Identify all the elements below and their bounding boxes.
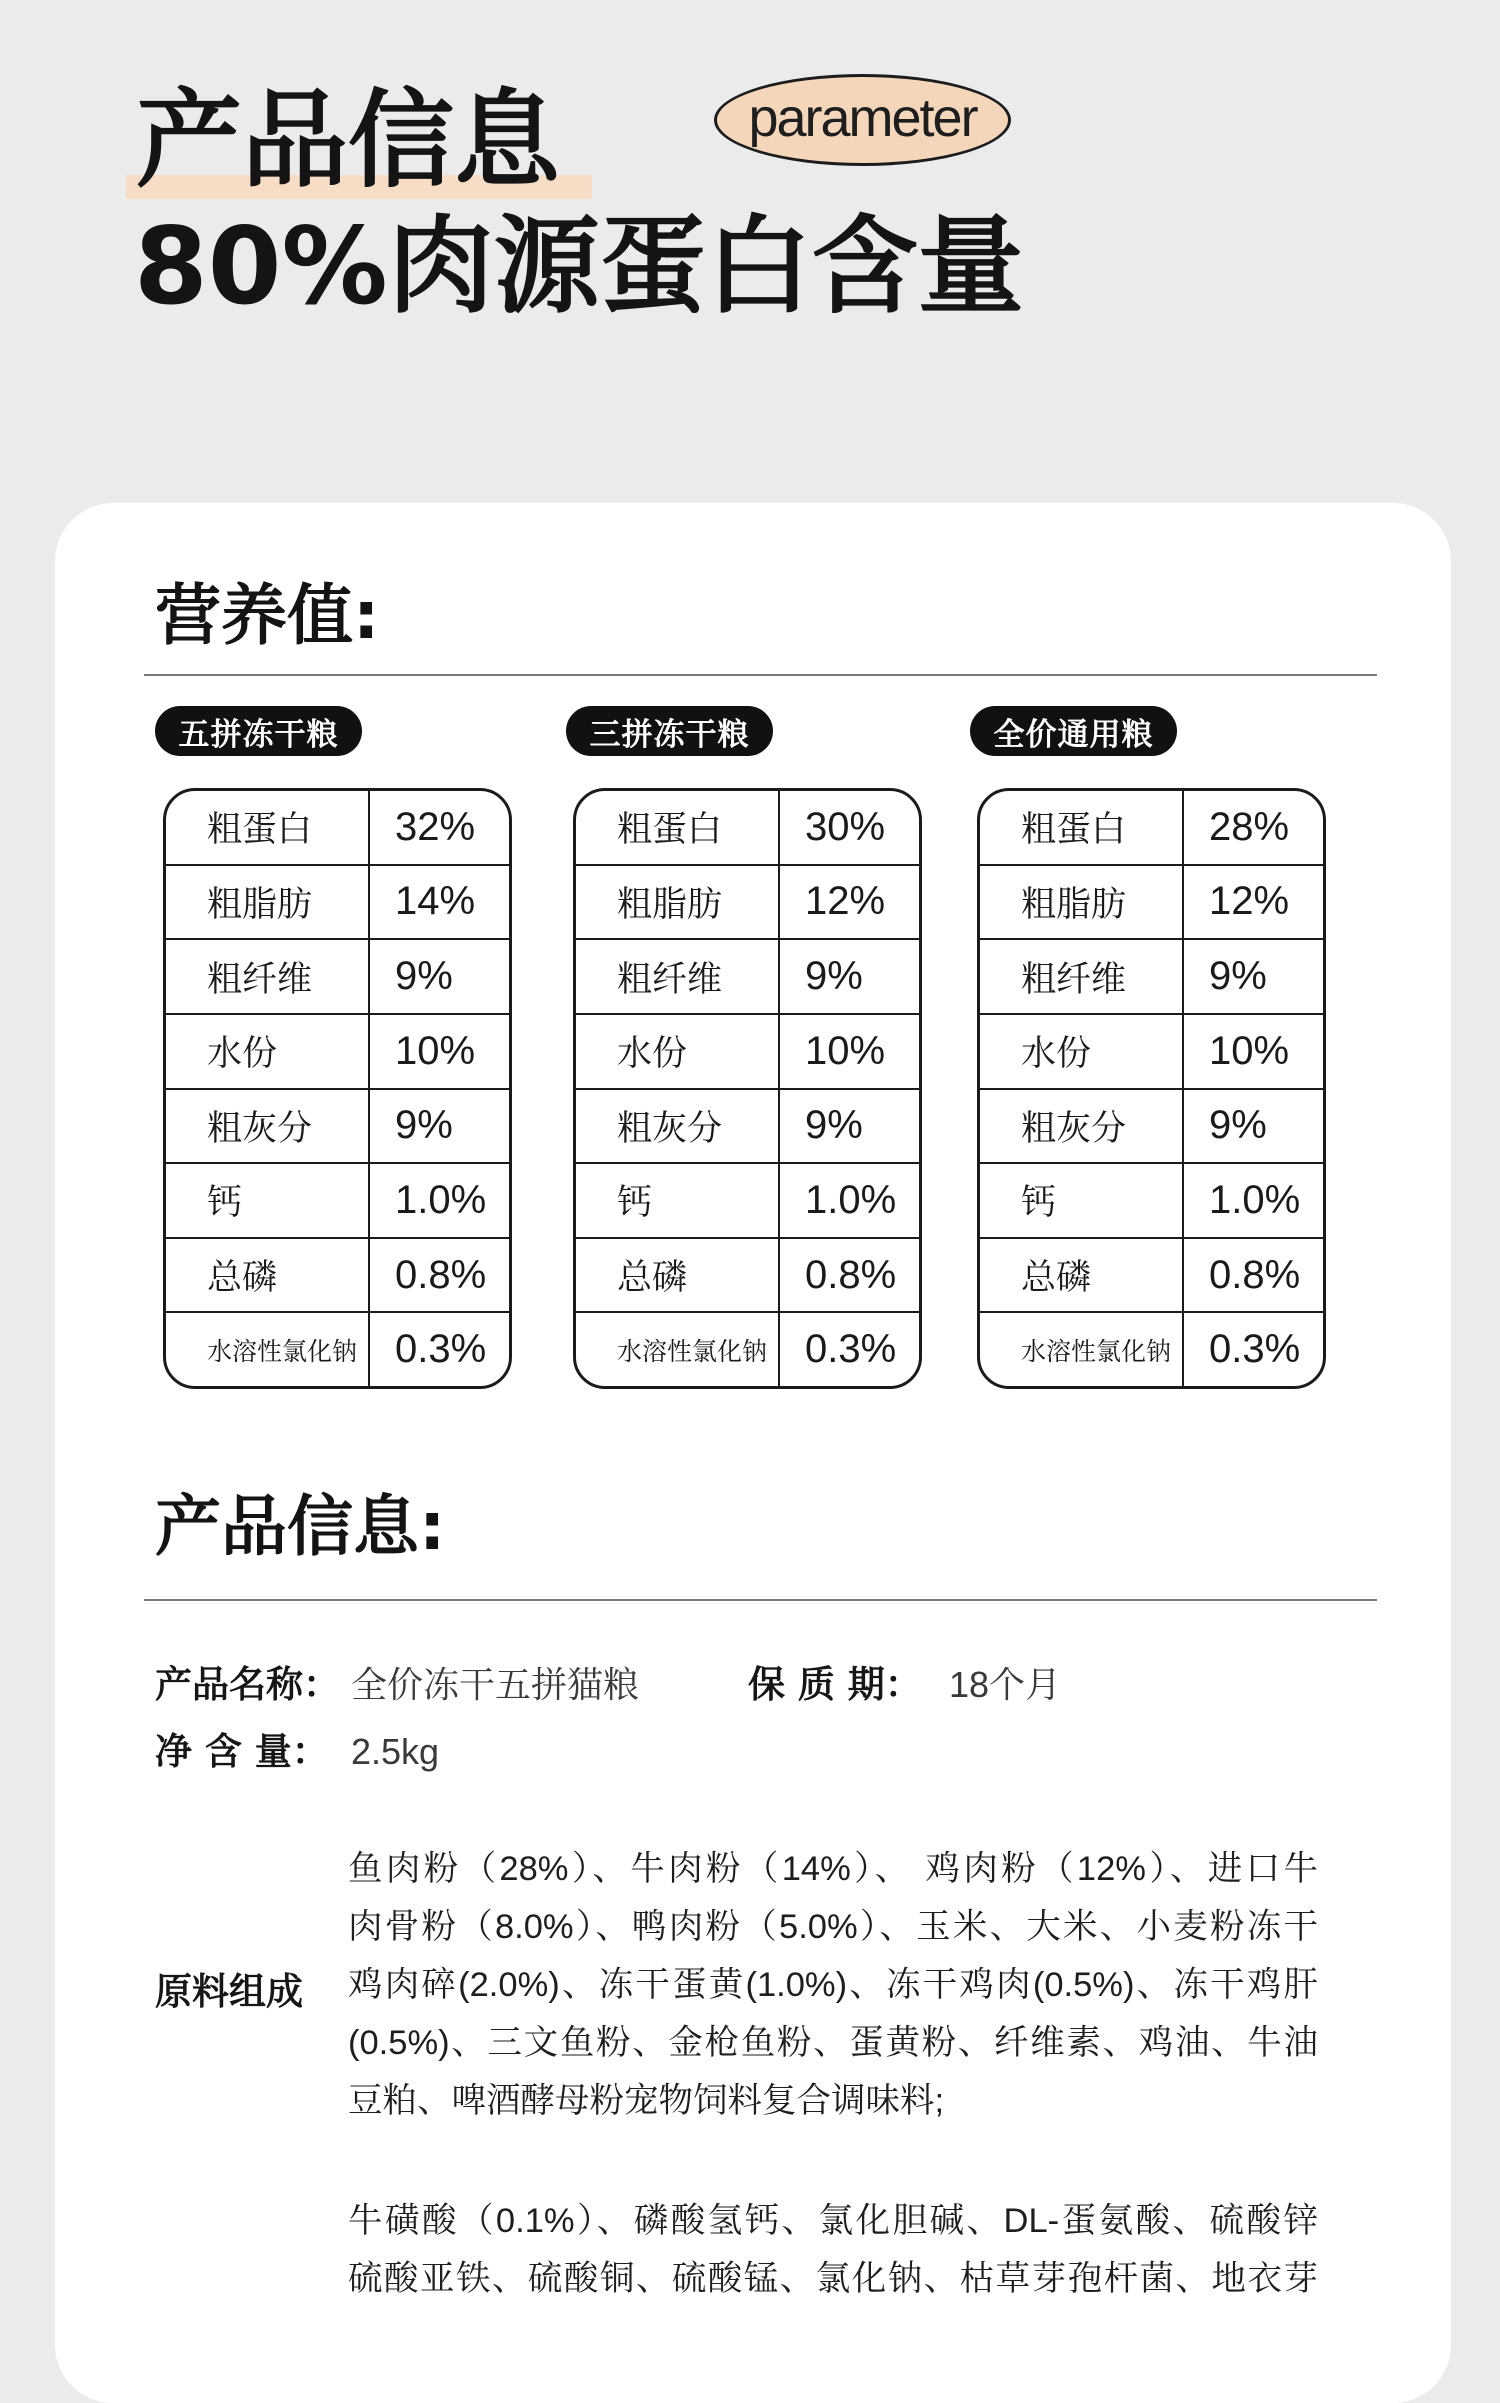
nutrient-row	[166, 1313, 509, 1386]
nutrient-value: 30%	[805, 804, 886, 849]
nutrient-name: 粗灰分	[980, 1090, 1184, 1163]
nutrient-name: 粗纤维	[576, 940, 780, 1013]
nutrient-value: 1.0%	[1209, 1177, 1301, 1222]
nutrient-name: 总磷	[166, 1239, 370, 1312]
table-tag-quanjia: 全价通用粮	[970, 706, 1177, 756]
nutrient-name: 粗蛋白	[576, 791, 780, 864]
nutrition-table-quanjia	[977, 788, 1326, 1389]
nutrient-row	[980, 940, 1323, 1015]
table-tag-sanpin: 三拼冻干粮	[566, 706, 773, 756]
nutrient-value: 10%	[1209, 1028, 1290, 1073]
parameter-badge: parameter	[714, 74, 1011, 166]
nutrient-row	[166, 791, 509, 866]
ingredients-line: 鱼肉粉（28%）、牛肉粉（14%）、 鸡肉粉（12%）、进口牛	[348, 1850, 1318, 1888]
nutrient-value: 9%	[1209, 1103, 1267, 1148]
page-subtitle: 80%肉源蛋白含量	[134, 205, 1024, 328]
nutrient-value: 0.3%	[395, 1327, 487, 1372]
nutrient-name: 水份	[166, 1015, 370, 1088]
nutrient-row	[980, 1015, 1323, 1090]
nutrient-value: 12%	[805, 879, 886, 924]
nutrient-name: 钙	[576, 1164, 780, 1237]
ingredients-paragraph	[348, 1840, 1318, 2130]
divider	[144, 1599, 1377, 1601]
additives-paragraph	[348, 2192, 1318, 2308]
ingredients-line: 豆粕、啤酒酵母粉宠物饲料复合调味料;	[348, 2082, 945, 2120]
nutrient-row	[576, 1164, 919, 1239]
nutrient-value: 9%	[1209, 954, 1267, 999]
nutrient-row	[576, 1015, 919, 1090]
nutrient-value: 28%	[1209, 804, 1290, 849]
nutrient-name: 水份	[576, 1015, 780, 1088]
nutrient-row	[576, 1090, 919, 1165]
nutrient-row	[980, 1239, 1323, 1314]
nutrient-row	[576, 866, 919, 941]
nutrient-value: 0.8%	[1209, 1252, 1301, 1297]
additives-line: 硫酸亚铁、硫酸铜、硫酸锰、氯化钠、枯草芽孢杆菌、地衣芽	[348, 2260, 1318, 2298]
nutrient-value: 9%	[805, 954, 863, 999]
nutrient-row	[166, 940, 509, 1015]
nutrition-heading: 营养值:	[155, 577, 380, 654]
nutrient-row	[576, 1313, 919, 1386]
nutrient-row	[166, 866, 509, 941]
nutrient-row	[980, 791, 1323, 866]
ingredients-label: 原料组成	[155, 1970, 303, 2013]
net-weight-label: 净 含 量：	[155, 1730, 329, 1773]
nutrient-name: 粗纤维	[980, 940, 1184, 1013]
nutrient-row	[980, 1164, 1323, 1239]
nutrient-row	[166, 1015, 509, 1090]
page-title: 产品信息	[136, 79, 560, 202]
nutrient-name: 粗纤维	[166, 940, 370, 1013]
ingredients-line: (0.5%)、三文鱼粉、金枪鱼粉、蛋黄粉、纤维素、鸡油、牛油	[348, 2024, 1318, 2062]
nutrient-value: 10%	[395, 1028, 476, 1073]
nutrient-name: 粗脂肪	[980, 866, 1184, 939]
nutrient-value: 1.0%	[805, 1177, 897, 1222]
nutrition-table-wupin	[163, 788, 512, 1389]
nutrient-value: 0.8%	[395, 1252, 487, 1297]
nutrient-row	[576, 1239, 919, 1314]
nutrient-name: 水溶性氯化钠	[166, 1313, 370, 1386]
shelf-life-label: 保 质 期：	[748, 1663, 922, 1706]
nutrient-value: 12%	[1209, 879, 1290, 924]
nutrition-table-sanpin	[573, 788, 922, 1389]
nutrient-name: 总磷	[576, 1239, 780, 1312]
nutrient-value: 0.3%	[1209, 1327, 1301, 1372]
nutrient-name: 水溶性氯化钠	[576, 1313, 780, 1386]
nutrient-value: 9%	[395, 1103, 453, 1148]
nutrient-value: 14%	[395, 879, 476, 924]
nutrient-row	[166, 1164, 509, 1239]
nutrient-name: 粗灰分	[166, 1090, 370, 1163]
product-name-label: 产品名称：	[155, 1663, 340, 1706]
nutrient-row	[980, 866, 1323, 941]
nutrient-name: 水溶性氯化钠	[980, 1313, 1184, 1386]
nutrient-row	[576, 940, 919, 1015]
net-weight-value: 2.5kg	[351, 1731, 440, 1772]
nutrient-value: 1.0%	[395, 1177, 487, 1222]
nutrient-name: 粗蛋白	[980, 791, 1184, 864]
nutrient-value: 0.8%	[805, 1252, 897, 1297]
nutrient-value: 0.3%	[805, 1327, 897, 1372]
nutrient-row	[166, 1090, 509, 1165]
nutrient-name: 总磷	[980, 1239, 1184, 1312]
info-card	[55, 503, 1451, 2403]
nutrient-name: 粗蛋白	[166, 791, 370, 864]
nutrient-name: 粗脂肪	[576, 866, 780, 939]
nutrient-value: 9%	[805, 1103, 863, 1148]
nutrient-value: 9%	[395, 954, 453, 999]
shelf-life-value: 18个月	[949, 1664, 1062, 1705]
nutrient-name: 钙	[980, 1164, 1184, 1237]
ingredients-line: 鸡肉碎(2.0%)、冻干蛋黄(1.0%)、冻干鸡肉(0.5%)、冻干鸡肝	[348, 1966, 1318, 2004]
divider	[144, 674, 1377, 676]
nutrient-row	[576, 791, 919, 866]
nutrient-row	[980, 1090, 1323, 1165]
nutrient-name: 钙	[166, 1164, 370, 1237]
additives-line: 牛磺酸（0.1%）、磷酸氢钙、氯化胆碱、DL-蛋氨酸、硫酸锌	[348, 2202, 1318, 2240]
nutrient-name: 水份	[980, 1015, 1184, 1088]
ingredients-line: 肉骨粉（8.0%）、鸭肉粉（5.0%）、玉米、大米、小麦粉冻干	[348, 1908, 1318, 1946]
nutrient-value: 10%	[805, 1028, 886, 1073]
nutrient-row	[980, 1313, 1323, 1386]
product-name-value: 全价冻干五拼猫粮	[351, 1664, 640, 1705]
nutrient-row	[166, 1239, 509, 1314]
nutrient-name: 粗脂肪	[166, 866, 370, 939]
table-tag-wupin: 五拼冻干粮	[155, 706, 362, 756]
nutrient-name: 粗灰分	[576, 1090, 780, 1163]
nutrient-value: 32%	[395, 804, 476, 849]
product-info-heading: 产品信息:	[155, 1488, 446, 1565]
